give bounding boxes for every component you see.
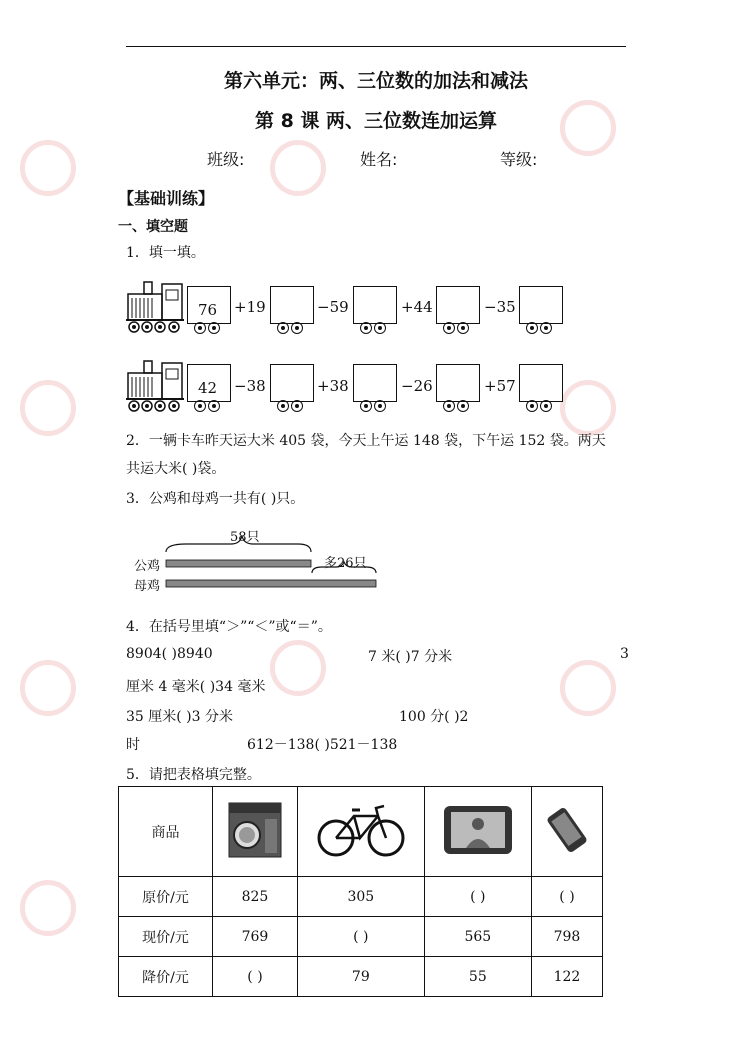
top-rule	[126, 46, 626, 47]
product-cell	[213, 787, 298, 877]
wheel	[208, 322, 220, 334]
compare-item: 7 米( )7 分米	[368, 649, 453, 665]
bicycle-icon	[316, 800, 406, 860]
tablet-icon	[440, 802, 516, 858]
answer-box[interactable]	[519, 364, 563, 402]
table-row	[119, 957, 603, 997]
wheel	[374, 400, 386, 412]
row-label: 原价/元	[119, 877, 213, 917]
q4-prompt: 4．在括号里填“＞”“＜”或“＝”。	[126, 619, 332, 635]
compare-item: 612－138( )521－138	[247, 737, 398, 753]
wheel	[457, 322, 469, 334]
table-cell: 55	[424, 957, 531, 997]
table-cell: 798	[531, 917, 602, 957]
answer-box[interactable]	[353, 364, 397, 402]
wheel	[457, 400, 469, 412]
wheel	[360, 322, 372, 334]
wheel	[360, 400, 372, 412]
answer-box[interactable]	[353, 286, 397, 324]
phone-icon	[542, 805, 592, 855]
table-cell: 565	[424, 917, 531, 957]
start-value: 76	[198, 301, 218, 319]
locomotive-icon	[126, 355, 186, 413]
q2-line-2: 共运大米( )袋。	[126, 461, 226, 477]
washing-machine-icon	[225, 799, 285, 861]
operation-label: +19	[234, 298, 266, 316]
part-heading: 一、填空题	[118, 219, 188, 235]
row-label: 商品	[119, 787, 213, 877]
price-table	[118, 786, 603, 997]
compare-item: 100 分( )2	[399, 709, 469, 725]
lesson-title: 第 8 课 两、三位数连加运算	[254, 110, 498, 132]
answer-box[interactable]	[519, 286, 563, 324]
watermark-logo	[270, 640, 326, 696]
start-value: 42	[198, 379, 218, 397]
class-label: 班级:	[207, 150, 245, 169]
q3-text: 3．公鸡和母鸡一共有( )只。	[126, 491, 305, 507]
q1-prompt: 1．填一填。	[126, 245, 205, 261]
operation-label: +38	[317, 377, 349, 395]
watermark-logo	[20, 140, 76, 196]
operation-label: +44	[401, 298, 433, 316]
train-car	[187, 286, 231, 324]
watermark-logo	[20, 880, 76, 936]
more-label: 多26只	[324, 556, 367, 571]
row-label: 降价/元	[119, 957, 213, 997]
section-heading: 【基础训练】	[118, 189, 215, 208]
wheel	[277, 400, 289, 412]
answer-box[interactable]	[436, 364, 480, 402]
watermark-logo	[560, 380, 616, 436]
answer-box[interactable]	[270, 286, 314, 324]
wheel	[277, 322, 289, 334]
table-cell: 825	[213, 877, 298, 917]
name-label: 姓名:	[360, 150, 398, 169]
wheel	[443, 322, 455, 334]
wheel	[291, 322, 303, 334]
hen-label: 母鸡	[134, 579, 161, 594]
watermark-logo	[20, 660, 76, 716]
table-cell[interactable]: ( )	[424, 877, 531, 917]
operation-label: −59	[317, 298, 349, 316]
row-label: 现价/元	[119, 917, 213, 957]
compare-item: 厘米 4 毫米( )34 毫米	[126, 679, 266, 695]
operation-label: +57	[484, 377, 516, 395]
compare-item: 8904( )8940	[126, 646, 213, 662]
operation-label: −38	[234, 377, 266, 395]
operation-label: −26	[401, 377, 433, 395]
wheel	[540, 322, 552, 334]
watermark-logo	[20, 380, 76, 436]
locomotive-icon	[126, 276, 186, 334]
wheel	[526, 400, 538, 412]
answer-box[interactable]	[270, 364, 314, 402]
compare-item: 时	[126, 737, 140, 753]
watermark-logo	[270, 140, 326, 196]
q2-line-1: 2．一辆卡车昨天运大米 405 袋，今天上午运 148 袋，下午运 152 袋。两天	[126, 433, 606, 449]
brace-label: 58只	[230, 530, 260, 545]
wheel	[374, 322, 386, 334]
compare-item: 35 厘米( )3 分米	[126, 709, 233, 725]
rooster-label: 公鸡	[134, 559, 161, 574]
table-row	[119, 787, 603, 877]
answer-box[interactable]	[436, 286, 480, 324]
wheel	[526, 322, 538, 334]
table-cell: 79	[297, 957, 424, 997]
table-cell: 305	[297, 877, 424, 917]
watermark-logo	[560, 660, 616, 716]
wheel	[540, 400, 552, 412]
table-cell: 769	[213, 917, 298, 957]
table-row	[119, 877, 603, 917]
table-cell[interactable]: ( )	[213, 957, 298, 997]
wheel	[194, 400, 206, 412]
table-row	[119, 917, 603, 957]
product-cell	[531, 787, 602, 877]
compare-item: 3	[620, 646, 629, 662]
wheel	[208, 400, 220, 412]
wheel	[443, 400, 455, 412]
table-cell[interactable]: ( )	[297, 917, 424, 957]
product-cell	[297, 787, 424, 877]
table-cell[interactable]: ( )	[531, 877, 602, 917]
operation-label: −35	[484, 298, 516, 316]
grade-label: 等级:	[500, 150, 538, 169]
wheel	[194, 322, 206, 334]
q5-prompt: 5．请把表格填完整。	[126, 767, 261, 783]
train-car	[187, 364, 231, 402]
table-cell: 122	[531, 957, 602, 997]
unit-title: 第六单元：两、三位数的加法和减法	[223, 70, 528, 92]
product-cell	[424, 787, 531, 877]
wheel	[291, 400, 303, 412]
